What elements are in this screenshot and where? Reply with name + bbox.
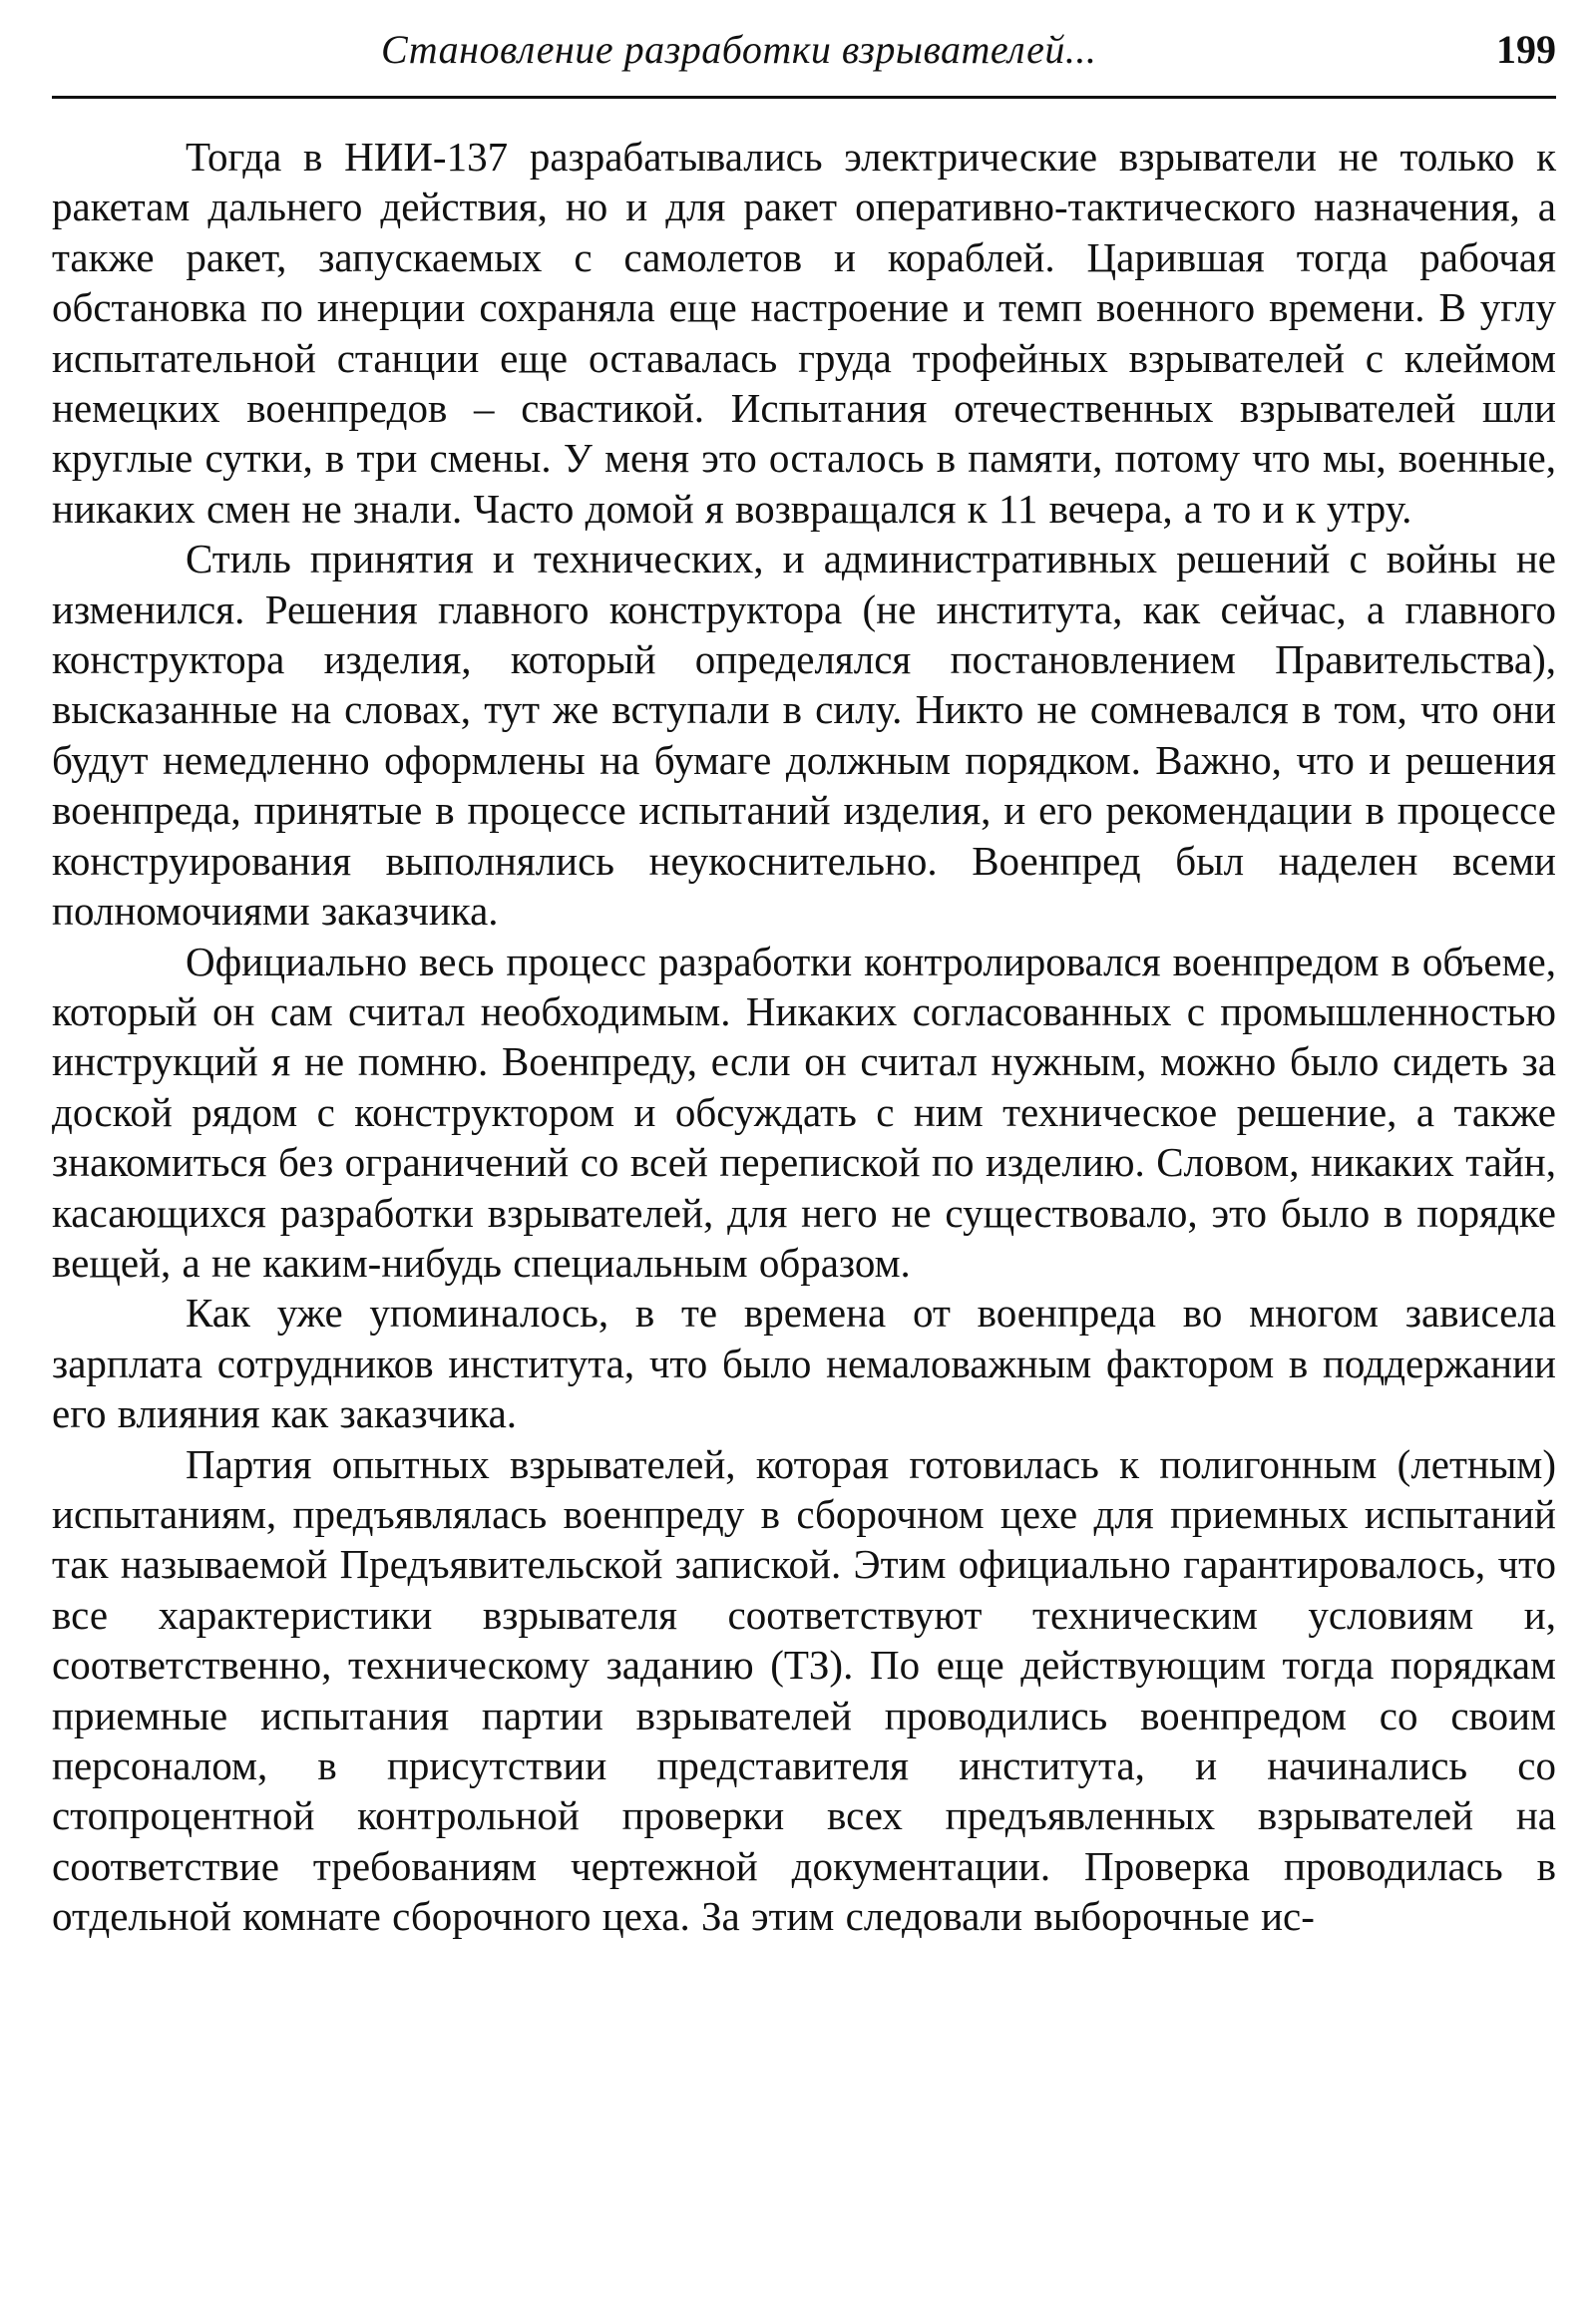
paragraph: Официально весь процесс разработки контролировался военпредом в объеме, который он сам считал необходимым. Никаких согласованных с промышленностью инструкций я не помню. Военпреду, если он считал нужным, можно было сидеть за доской рядом с конструктором и обсуждать с ним техническое решение, а также знакомиться без ограничений со всей перепиской по изделию. Словом, никаких тайн, касающихся разработки взрывателей, для него не существовало, это было в порядке вещей, а не каким-нибудь специальным образом.: [52, 938, 1556, 1286]
running-title: Становление разработки взрывателей...: [381, 27, 1097, 72]
header-rule: [52, 96, 1556, 99]
running-head: [52, 22, 1556, 80]
body-text: [52, 132, 1556, 1942]
paragraph: Стиль принятия и технических, и административных решений с войны не изменился. Решения главного конструктора (не института, как сейчас, а главного конструктора изделия, который определялся постановлением Правительства), высказанные на словах, тут же вступали в силу. Никто не сомневался в том, что они будут немедленно оформлены на бумаге должным порядком. Важно, что и решения военпреда, принятые в процессе испытаний изделия, и его рекомендации в процессе конструирования выполнялись неукоснительно. Военпред был наделен всеми полномочиями заказчика.: [52, 536, 1556, 935]
paragraph: Как уже упоминалось, в те времена от военпреда во многом зависела зарплата сотрудников института, что было немаловажным фактором в поддержании его влияния как заказчика.: [52, 1290, 1556, 1437]
page-number: 199: [1496, 27, 1556, 72]
paragraph: Тогда в НИИ-137 разрабатывались электрические взрыватели не только к ракетам дальнего действия, но и для ракет оперативно-тактического назначения, а также ракет, запускаемых с самолетов и кораблей. Царившая тогда рабочая обстановка по инерции сохраняла еще настроение и темп военного времени. В углу испытательной станции еще оставалась груда трофейных взрывателей с клеймом немецких военпредов – свастикой. Испытания отечественных взрывателей шли круглые сутки, в три смены. У меня это осталось в памяти, потому что мы, военные, никаких смен не знали. Часто домой я возвращался к 11 вечера, а то и к утру.: [52, 134, 1556, 532]
paragraph: Партия опытных взрывателей, которая готовилась к полигонным (летным) испытаниям, предъявлялась военпреду в сборочном цехе для приемных испытаний так называемой Предъявительской запиской. Этим официально гарантировалось, что все характеристики взрывателя соответствуют техническим условиям и, соответственно, техническому заданию (ТЗ). По еще действующим тогда порядкам приемные испытания партии взрывателей проводились военпредом со своим персоналом, в присутствии представителя института, и начинались со стопроцентной контрольной проверки всех предъявленных взрывателей на соответствие требованиям чертежной документации. Проверка проводилась в отдельной комнате сборочного цеха. За этим следовали выборочные ис-: [52, 1440, 1556, 1940]
book-page: [52, 0, 1556, 2311]
